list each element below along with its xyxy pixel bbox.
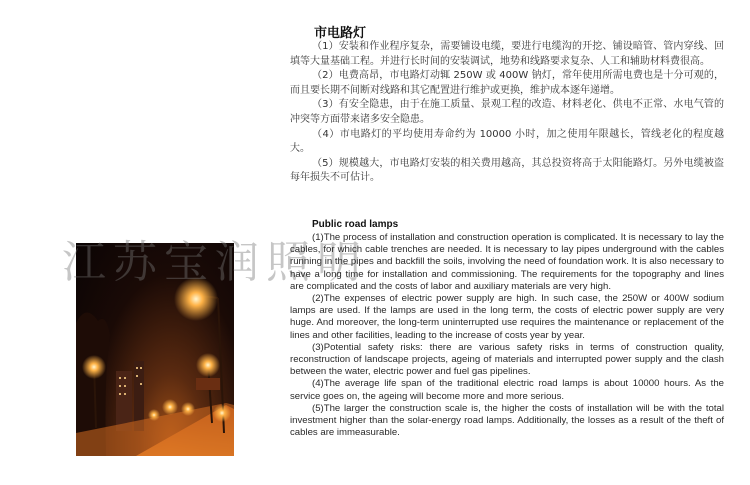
en-paragraph-1: (1)The process of installation and construction operation is complicated. It is necessary to lay the cables, for which cable trenches are needed. It is necessary to lay pipes underground with the cables running in the pipes and backfill the soils, involving the need of foundation work. It is also necessary to have a long time for installation and commissioning. The requirements for the topography and lines are complicated and the costs of labor and auxiliary materials are very high. [290,232,724,292]
street-lamp-night-photo [76,243,234,456]
zh-section-title: 市电路灯 [314,26,367,41]
en-paragraph-4: (4)The average life span of the traditional electric road lamps is about 10000 hours. As the service goes on, the ageing will become more and more serious. [290,378,724,402]
zh-paragraph-2: （2）电费高昂，市电路灯动辄 250W 或 400W 钠灯，常年使用所需电费也是十分可观的，而且要长期不间断对线路和其它配置进行维护或更换，维护成本逐年递增。 [290,70,724,96]
en-paragraph-2: (2)The expenses of electric power supply are high. In such case, the 250W or 400W sodium lamps are used. If the lamps are used in the long term, the costs of electric power supply are very huge. And moreover, the long-term uninterrupted use requires the maintenance or replacement of the lines and other facilities, leading to the increase of costs year by year. [290,293,724,341]
zh-paragraphs [290,40,724,186]
watermark: 江苏宝润照明 [62,237,368,288]
zh-paragraph-3: （3）有安全隐患，由于在施工质量、景观工程的改造、材料老化、供电不正常、水电气管的冲突等方面带来诸多安全隐患。 [290,99,724,125]
zh-paragraph-4: （4）市电路灯的平均使用寿命约为 10000 小时，加之使用年限越长，管线老化的程度越大。 [290,128,724,155]
zh-paragraph-1: （1）安装和作业程序复杂，需要铺设电缆，要进行电缆沟的开挖、铺设暗管、管内穿线、回填等大量基础工程。并进行长时间的安装调试，地势和线路要求复杂、人工和辅助材料费很高。 [290,41,724,67]
en-paragraph-3: (3)Potential safety risks: there are various safety risks in terms of construction quality, reconstruction of landscape projects, ageing of materials and interrupted power supply and the clash between the water, electric power and fuel gas pipelines. [290,341,724,378]
zh-paragraph-5: （5）规模越大，市电路灯安装的相关费用越高，其总投资将高于太阳能路灯。另外电缆被盗每年损失不可估计。 [290,157,724,184]
street-lamp-night-icon [76,243,234,456]
en-section-title: Public road lamps [312,219,399,230]
en-paragraph-5: (5)The larger the construction scale is, the higher the costs of installation will be with the total investment higher than the solar-energy road lamps. Additionally, the losses as a result of the theft of cables are immeasurable. [290,402,724,439]
en-paragraphs [290,232,724,439]
